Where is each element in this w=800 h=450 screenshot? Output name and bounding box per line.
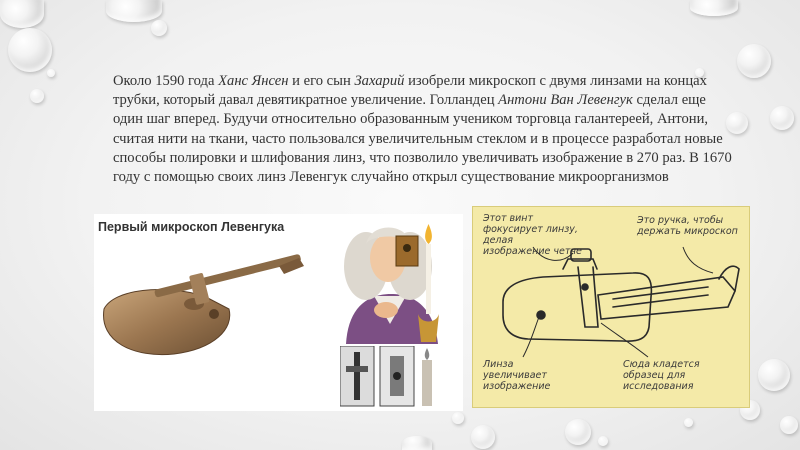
history-paragraph bbox=[113, 72, 733, 187]
panel-caption: Первый микроскоп Левенгука bbox=[98, 220, 285, 234]
water-drop bbox=[30, 89, 44, 103]
text-segment: сделал еще один шаг вперед. Будучи относительно образованным учеником торговца галантереей, Антони, считая нити на ткани, часто пользовался увеличительным стеклом и в процессе разработал новые способы полировки и шлифования линз, что позволило увеличивать изображение в 270 раз. В 1670 году с помощью своих линз Левенгук случайно открыл существование микроорганизмов bbox=[113, 92, 732, 186]
name-leeuwenhoek: Антони Ван Левенгук bbox=[498, 92, 633, 109]
water-drop bbox=[690, 0, 738, 16]
water-drop bbox=[151, 20, 167, 36]
microscope-photo bbox=[94, 254, 314, 374]
water-drop bbox=[452, 412, 464, 424]
water-drop bbox=[8, 28, 52, 72]
water-drop bbox=[598, 436, 608, 446]
text-segment: изобрели микроскоп с двумя линзами на концах трубки, который давал девятикратное увеличение. Голландец bbox=[113, 73, 707, 109]
water-drop bbox=[565, 419, 591, 445]
note-sample: Сюда кладется образец для исследования bbox=[623, 359, 700, 392]
water-drop bbox=[780, 416, 798, 434]
leeuwenhoek-portrait bbox=[326, 214, 463, 344]
water-drop bbox=[684, 418, 693, 427]
microscope-sketch bbox=[473, 207, 749, 407]
water-drop bbox=[402, 436, 432, 450]
water-drop bbox=[770, 106, 794, 130]
microscope-diagram-panel bbox=[472, 206, 750, 408]
text-segment: Около 1590 года bbox=[113, 73, 219, 89]
water-drop bbox=[737, 44, 771, 78]
water-drop bbox=[0, 0, 44, 28]
water-drop bbox=[106, 0, 162, 22]
note-lens: Линза увеличивает изображение bbox=[483, 359, 551, 392]
text-segment: и его сын bbox=[288, 73, 355, 89]
name-hans-jansen: Ханс Янсен bbox=[218, 73, 289, 89]
note-handle: Это ручка, чтобы держать микроскоп bbox=[637, 215, 738, 237]
name-zacharias: Захарий bbox=[354, 73, 405, 89]
water-drop bbox=[758, 359, 790, 391]
water-drop bbox=[471, 425, 495, 449]
water-drop bbox=[47, 69, 55, 77]
leeuwenhoek-illustration-panel bbox=[94, 214, 463, 411]
microscope-engravings bbox=[340, 346, 450, 411]
note-focus-screw: Этот винт фокусирует линзу, делая изображение четче bbox=[483, 213, 582, 257]
